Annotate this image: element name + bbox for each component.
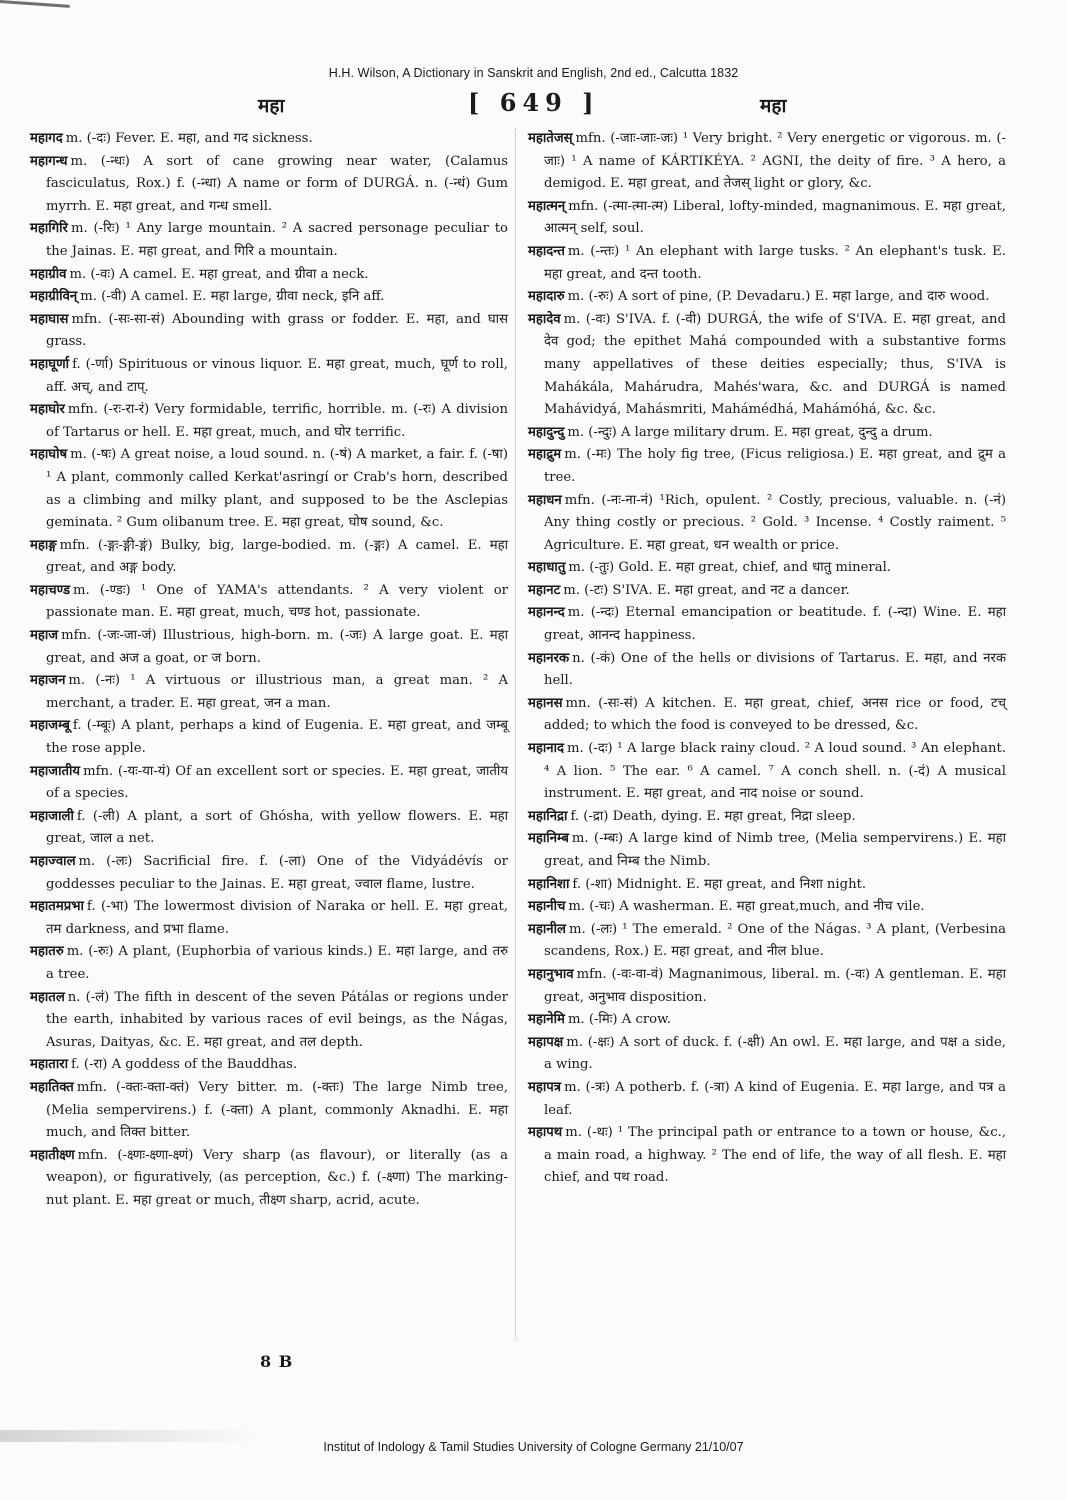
entry-headword: महाग्रीविन् <box>30 289 78 305</box>
entry-headword: महानरक <box>528 650 570 666</box>
dictionary-entry <box>30 264 508 287</box>
footer-credit: Institut of Indology & Tamil Studies University of Cologne Germany 21/10/07 <box>323 1440 744 1454</box>
dictionary-entry <box>30 535 508 580</box>
dictionary-entry <box>528 1122 1006 1190</box>
scan-corner-mark <box>0 0 70 28</box>
dictionary-entry <box>528 874 1006 897</box>
dictionary-entry <box>30 218 508 263</box>
entry-headword: महागद <box>30 131 63 146</box>
entry-definition: f. (-द्रा) Death, dying. E. महा great, निद्रा sleep. <box>570 808 856 824</box>
entry-headword: महातेजस् <box>528 131 573 146</box>
entry-definition: m. (-न्दुः) A large military drum. E. महा great, दुन्दु a drum. <box>567 424 933 440</box>
dictionary-entry <box>528 896 1006 919</box>
entry-definition: m. (-मः) The holy fig tree, (Ficus religiosa.) E. महा great, and द्रुम a tree. <box>544 447 1006 485</box>
entry-headword: महानिद्रा <box>528 808 568 824</box>
entry-headword: महातारा <box>30 1057 69 1073</box>
entry-headword: महाचण्ड <box>30 582 70 598</box>
entry-definition: f. (-शा) Midnight. E. महा great, and निशा night. <box>572 876 867 892</box>
entry-headword: महाज्वाल <box>30 854 76 869</box>
entry-definition: m. (-थः) ¹ The principal path or entrance to a town or house, &c., a main road, a highway. ² The end of life, the way of all flesh. E. महा chief, and पथ road. <box>544 1125 1006 1186</box>
entry-definition: m. (-न्धः) A sort of cane growing near water, (Calamus fasciculatus, Rox.) f. (-न्धा) A name or form of DURGÁ. n. (-न्धं) Gum myrrh. E. महा great, and गन्ध smell. <box>46 153 508 214</box>
dictionary-entry <box>528 738 1006 806</box>
left-column <box>30 128 508 1213</box>
entry-headword: महानस <box>528 695 563 711</box>
entry-definition: m. (-वी) A camel. E. महा large, ग्रीवा neck, इनि aff. <box>80 289 385 305</box>
entry-headword: महापक्ष <box>528 1034 564 1050</box>
entry-definition: f. (-र्णा) Spirituous or vinous liquor. E. महा great, much, घूर्ण to roll, aff. अच्, and टाप्. <box>46 356 508 395</box>
entry-definition: f. (-म्बूः) A plant, perhaps a kind of Eugenia. E. महा great, and जम्बू the rose apple. <box>46 718 508 757</box>
dictionary-entry <box>30 715 508 760</box>
entry-headword: महानन्द <box>528 605 565 621</box>
dictionary-entry <box>30 354 508 399</box>
entry-definition: m. (-टः) S'IVA. E. महा great, and नट a dancer. <box>563 582 850 598</box>
entry-definition: mfn. (-त्मा-त्मा-त्म) Liberal, lofty-minded, magnanimous. E. महा great, आत्मन् self, soul. <box>544 198 1006 237</box>
dictionary-entry <box>528 444 1006 489</box>
dictionary-entry <box>30 444 508 534</box>
dictionary-entry <box>528 557 1006 580</box>
entry-definition: mfn. (-वः-वा-वं) Magnanimous, liberal. m. (-वः) A gentleman. E. महा great, अनुभाव disposition. <box>544 966 1006 1005</box>
entry-definition: mfn. (-ङ्गः-ङ्गी-ङ्गं) Bulky, big, large-bodied. m. (-ङ्गः) A camel. E. महा great, and अङ्ग body. <box>46 537 508 576</box>
dictionary-entry <box>30 1145 508 1213</box>
entry-headword: महातीक्ष्ण <box>30 1147 75 1163</box>
entry-definition: m. (-मिः) A crow. <box>567 1012 671 1028</box>
entry-definition: m. (-न्दः) Eternal emancipation or beatitude. f. (-न्दा) Wine. E. महा great, आनन्द happiness. <box>544 605 1006 644</box>
entry-headword: महाघोष <box>30 447 68 463</box>
entry-definition: m. (-वः) A camel. E. महा great, and ग्रीवा a neck. <box>69 266 369 282</box>
entry-definition: mn. (-सः-सं) A kitchen. E. महा great, chief, अनस rice or food, टच् added; to which the food is conveyed to be dressed, &c. <box>544 695 1006 734</box>
entry-headword: महाधातु <box>528 560 566 576</box>
dictionary-entry <box>528 1077 1006 1122</box>
entry-headword: महाजन <box>30 673 66 689</box>
entry-definition: m. (-दः) ¹ A large black rainy cloud. ² A loud sound. ³ An elephant. ⁴ A lion. ⁵ The ear. ⁶ A camel. ⁷ A conch shell. n. (-दं) A musical instrument. E. महा great, and नाद noise or sound. <box>544 741 1006 802</box>
entry-headword: महादेव <box>528 311 561 327</box>
entry-definition: mfn. (-नः-ना-नं) ¹Rich, opulent. ² Costly, precious, valuable. n. (-नं) Any thing costly or precious. ² Gold. ³ Incense. ⁴ Costly raiment. ⁵ Agriculture. E. महा great, धन wealth or price. <box>544 492 1006 553</box>
dictionary-entry <box>528 828 1006 873</box>
running-head-left: महा <box>258 95 285 117</box>
entry-definition: m. (-षः) A great noise, a loud sound. n. (-षं) A market, a fair. f. (-षा) ¹ A plant, commonly called Kerkat'asringí or Crab's horn, described as a climbing and milky plant, and supposed to be the Asclepias geminata. ² Gum olibanum tree. E. महा great, घोष sound, &c. <box>46 447 508 531</box>
entry-headword: महागिरि <box>30 221 68 237</box>
entry-headword: महाज <box>30 628 59 644</box>
entry-headword: महानाद <box>528 741 565 757</box>
column-divider <box>515 128 516 1340</box>
dictionary-entry <box>30 896 508 941</box>
entry-definition: m. (-लः) ¹ The emerald. ² One of the Nágas. ³ A plant, (Verbesina scandens, Rox.) E. महा great, and नील blue. <box>544 921 1006 960</box>
signature-mark: 8 B <box>260 1352 294 1371</box>
entry-headword: महात्मन् <box>528 198 566 214</box>
entry-definition: m. (-वः) S'IVA. f. (-वी) DURGÁ, the wife of S'IVA. E. महा great, and देव god; the epithet Mahá compounded with a substantive forms many appellatives of these deities especially; thus, S'IVA is Mahákála, Mahárudra, Mahés'wara, &c. and DURGÁ is named Mahávidyá, Mahásmriti, Mahámédhá, Mahámóhá, &c. &c. <box>544 311 1006 418</box>
entry-headword: महानील <box>528 921 566 937</box>
entry-headword: महाघास <box>30 311 69 327</box>
entry-definition: mfn. (-क्ष्णः-क्ष्णा-क्ष्णं) Very sharp (as flavour), or literally (as a weapon), or figuratively, (as perception, &c.) f. (-क्ष्णा) The marking-nut plant. E. महा great or much, तीक्ष्ण sharp, acrid, acute. <box>46 1147 508 1208</box>
dictionary-entry <box>528 693 1006 738</box>
running-head-right: महा <box>760 95 787 117</box>
entry-headword: महाद्रुम <box>528 447 562 463</box>
dictionary-entry <box>528 196 1006 241</box>
entry-headword: महानीच <box>528 899 566 915</box>
entry-definition: m. (-त्रः) A potherb. f. (-त्रा) A kind of Eugenia. E. महा large, and पत्र a leaf. <box>544 1079 1006 1118</box>
entry-definition: f. (-ली) A plant, a sort of Ghósha, with yellow flowers. E. महा great, जाल a net. <box>46 808 508 847</box>
entry-definition: mfn. (-जाः-जाः-जः) ¹ Very bright. ² Very energetic or vigorous. m. (-जाः) ¹ A name of KÁRTIKÉYA. ² AGNI, the deity of fire. ³ A hero, a demigod. E. महा great, and तेजस् light or glory, &c. <box>544 131 1006 192</box>
entry-headword: महातरु <box>30 944 64 960</box>
entry-definition: m. (-म्बः) A large kind of Nimb tree, (Melia sempervirens.) E. महा great, and निम्ब the Nimb. <box>544 831 1006 869</box>
dictionary-entry <box>30 580 508 625</box>
dictionary-entry <box>30 851 508 896</box>
entry-definition: mfn. (-सः-सा-सं) Abounding with grass or fodder. E. महा, and घास grass. <box>46 311 508 350</box>
entry-headword: महापत्र <box>528 1079 562 1095</box>
entry-headword: महाघूर्णा <box>30 356 70 372</box>
entry-definition: m. (-चः) A washerman. E. महा great,much, and नीच vile. <box>568 899 925 915</box>
entry-headword: महाजाली <box>30 808 74 824</box>
dictionary-entry <box>30 987 508 1055</box>
entry-definition: mfn. (-जः-जा-जं) Illustrious, high-born. m. (-जः) A large goat. E. महा great, and अज a goat, or ज born. <box>46 628 508 666</box>
citation-header: H.H. Wilson, A Dictionary in Sanskrit and English, 2nd ed., Calcutta 1832 <box>328 66 739 80</box>
entry-definition: mfn. (-क्तः-क्ता-क्तं) Very bitter. m. (-क्तः) The large Nimb tree, (Melia sempervirens.) f. (-क्ता) A plant, commonly Aknadhi. E. महा much, and तिक्त bitter. <box>46 1079 508 1141</box>
dictionary-entry <box>30 806 508 851</box>
entry-headword: महानुभाव <box>528 966 574 982</box>
entry-headword: महानट <box>528 582 561 598</box>
dictionary-entry <box>30 128 508 151</box>
entry-definition: m. (-रिः) ¹ Any large mountain. ² A sacred personage peculiar to the Jainas. E. महा great, and गिरि a mountain. <box>46 221 508 259</box>
entry-headword: महादारु <box>528 289 565 305</box>
dictionary-entry <box>30 309 508 354</box>
entry-definition: m. (-रुः) A sort of pine, (P. Devadaru.) E. महा large, and दारु wood. <box>567 289 990 305</box>
running-head <box>0 88 1067 118</box>
dictionary-entry <box>528 286 1006 309</box>
dictionary-entry <box>30 151 508 219</box>
dictionary-entry <box>528 490 1006 558</box>
dictionary-entry <box>528 919 1006 964</box>
dictionary-entry <box>30 761 508 806</box>
entry-headword: महातल <box>30 989 65 1005</box>
entry-definition: f. (-भा) The lowermost division of Naraka or hell. E. महा great, तम darkness, and प्रभा flame. <box>46 899 508 937</box>
entry-definition: m. (-ण्डः) ¹ One of YAMA's attendants. ² A very violent or passionate man. E. महा great, much, चण्ड hot, passionate. <box>46 582 508 621</box>
entry-headword: महागन्ध <box>30 153 68 169</box>
dictionary-entry <box>528 422 1006 445</box>
dictionary-entry <box>528 1032 1006 1077</box>
dictionary-entry <box>30 625 508 670</box>
entry-headword: महाधन <box>528 492 562 508</box>
dictionary-entry <box>528 602 1006 647</box>
entry-definition: m. (-रुः) A plant, (Euphorbia of various kinds.) E. महा large, and तरु a tree. <box>46 944 508 982</box>
dictionary-entry <box>528 1009 1006 1032</box>
dictionary-entry <box>528 648 1006 693</box>
entry-definition: f. (-रा) A goddess of the Bauddhas. <box>71 1057 298 1073</box>
dictionary-entry <box>528 128 1006 196</box>
entry-headword: महाजातीय <box>30 763 81 779</box>
entry-definition: mfn. (-यः-या-यं) Of an excellent sort or species. E. महा great, जातीय of a species. <box>46 763 508 802</box>
entry-headword: महाङ्ग <box>30 537 57 553</box>
entry-headword: महाजम्बू <box>30 718 70 734</box>
entry-definition: mfn. (-रः-रा-रं) Very formidable, terrific, horrible. m. (-रः) A division of Tartarus or hell. E. महा great, much, and घोर terrific. <box>46 402 508 440</box>
dictionary-entry <box>528 580 1006 603</box>
entry-headword: महादुन्दु <box>528 424 565 440</box>
entry-definition: m. (-नः) ¹ A virtuous or illustrious man, a great man. ² A merchant, a trader. E. महा great, जन a man. <box>46 673 508 711</box>
entry-headword: महातमप्रभा <box>30 899 84 915</box>
entry-definition: n. (-लं) The fifth in descent of the seven Pátálas or regions under the earth, inhabited by various races of evil beings, as the Nágas, Asuras, Daityas, &c. E. महा great, and तल depth. <box>46 989 508 1050</box>
entry-headword: महानिम्ब <box>528 831 569 847</box>
entry-definition: m. (-दः) Fever. E. महा, and गद sickness. <box>65 131 313 146</box>
dictionary-entry <box>30 399 508 444</box>
dictionary-entry <box>30 286 508 309</box>
entry-definition: m. (-तुः) Gold. E. महा great, chief, and धातु mineral. <box>568 560 892 576</box>
dictionary-entry <box>528 309 1006 422</box>
page-number: [ 649 ] <box>468 88 600 117</box>
entry-headword: महाग्रीव <box>30 266 67 282</box>
entry-headword: महादन्त <box>528 243 565 259</box>
dictionary-entry <box>30 1054 508 1077</box>
entry-definition: n. (-कं) One of the hells or divisions of Tartarus. E. महा, and नरक hell. <box>544 650 1006 689</box>
entry-headword: महानिशा <box>528 876 570 892</box>
entry-definition: m. (-लः) Sacrificial fire. f. (-ला) One of the Vidyádévís or goddesses peculiar to the Jainas. E. महा great, ज्वाल flame, lustre. <box>46 854 508 892</box>
entry-definition: m. (-क्षः) A sort of duck. f. (-क्षी) An owl. E. महा large, and पक्ष a side, a wing. <box>544 1034 1006 1073</box>
entry-headword: महानेमि <box>528 1012 565 1028</box>
dictionary-entry <box>528 806 1006 829</box>
dictionary-entry <box>528 241 1006 286</box>
dictionary-entry <box>528 964 1006 1009</box>
entry-headword: महापथ <box>528 1125 563 1141</box>
dictionary-entry <box>30 1077 508 1145</box>
dictionary-entry <box>30 941 508 986</box>
right-column <box>528 128 1006 1190</box>
entry-definition: m. (-न्तः) ¹ An elephant with large tusks. ² An elephant's tusk. E. महा great, and दन्त tooth. <box>544 243 1006 282</box>
dictionary-entry <box>30 670 508 715</box>
entry-headword: महातिक्त <box>30 1079 74 1095</box>
entry-headword: महाघोर <box>30 402 65 418</box>
